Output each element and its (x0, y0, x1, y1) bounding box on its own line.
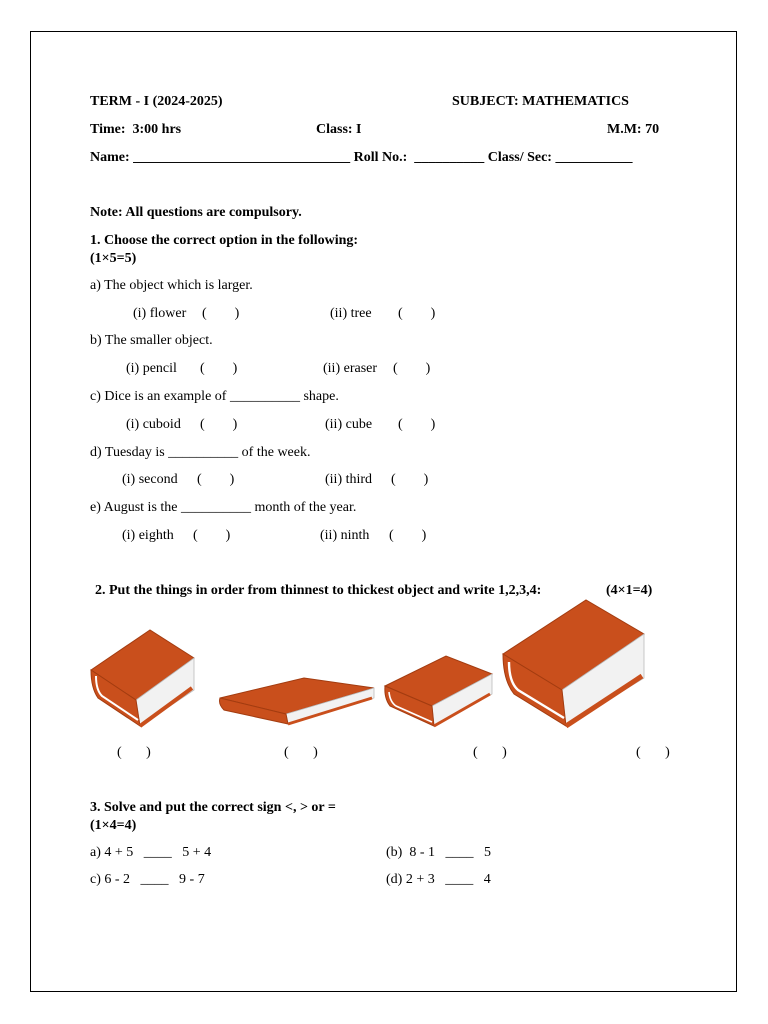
q1c-option-1: (i) cuboid (126, 417, 181, 432)
note: Note: All questions are compulsory. (90, 205, 302, 220)
q2-answer-bracket-1[interactable]: ( ) (117, 745, 151, 760)
q3d-item[interactable]: (d) 2 + 3 ____ 4 (386, 872, 491, 887)
q2-title: 2. Put the things in order from thinnest to thickest object and write 1,2,3,4: (95, 583, 542, 598)
q1a-option-1: (i) flower (133, 306, 187, 321)
q2-answer-bracket-3[interactable]: ( ) (473, 745, 507, 760)
q1-title: 1. Choose the correct option in the following: (90, 233, 359, 248)
q3-marks: (1×4=4) (90, 818, 137, 833)
q1d-answer-bracket-1[interactable]: ( ) (197, 472, 235, 487)
q1d-option-2: (ii) third (325, 472, 373, 487)
q1b-option-1: (i) pencil (126, 361, 177, 376)
q1e-option-1: (i) eighth (122, 528, 174, 543)
q2-marks: (4×1=4) (606, 583, 653, 598)
q1a-question: a) The object which is larger. (90, 278, 253, 293)
q3a-item[interactable]: a) 4 + 5 ____ 5 + 4 (90, 845, 212, 860)
name-roll-line: Name: _______________________________ Roll No.: __________ Class/ Sec: ___________ (90, 150, 633, 165)
q1e-question: e) August is the __________ month of the year. (90, 500, 357, 515)
q2-answer-bracket-2[interactable]: ( ) (284, 745, 318, 760)
q1e-option-2: (ii) ninth (320, 528, 370, 543)
q1b-question: b) The smaller object. (90, 333, 213, 348)
q1-marks: (1×5=5) (90, 251, 137, 266)
q1c-answer-bracket-1[interactable]: ( ) (200, 417, 238, 432)
book-4-image (500, 598, 648, 730)
q1d-question: d) Tuesday is __________ of the week. (90, 445, 311, 460)
q1d-answer-bracket-2[interactable]: ( ) (391, 472, 429, 487)
q3-title: 3. Solve and put the correct sign <, > or = (90, 800, 336, 815)
q1b-option-2: (ii) eraser (323, 361, 378, 376)
book-1-image (88, 628, 196, 730)
q2-answer-bracket-4[interactable]: ( ) (636, 745, 670, 760)
q1a-option-2: (ii) tree (330, 306, 372, 321)
q1e-answer-bracket-1[interactable]: ( ) (193, 528, 231, 543)
book-3-image (382, 654, 496, 730)
q1a-answer-bracket-2[interactable]: ( ) (398, 306, 436, 321)
term-label: TERM - I (2024-2025) (90, 94, 223, 109)
class-label: Class: I (316, 122, 362, 137)
q1b-answer-bracket-1[interactable]: ( ) (200, 361, 238, 376)
q1a-answer-bracket-1[interactable]: ( ) (202, 306, 240, 321)
q1c-answer-bracket-2[interactable]: ( ) (398, 417, 436, 432)
q1b-answer-bracket-2[interactable]: ( ) (393, 361, 431, 376)
subject-label: SUBJECT: MATHEMATICS (452, 94, 629, 109)
q1d-option-1: (i) second (122, 472, 178, 487)
q1c-question: c) Dice is an example of __________ shape. (90, 389, 339, 404)
q1e-answer-bracket-2[interactable]: ( ) (389, 528, 427, 543)
q3b-item[interactable]: (b) 8 - 1 ____ 5 (386, 845, 491, 860)
q3c-item[interactable]: c) 6 - 2 ____ 9 - 7 (90, 872, 205, 887)
max-marks-label: M.M: 70 (607, 122, 660, 137)
q1c-option-2: (ii) cube (325, 417, 373, 432)
time-label: Time: 3:00 hrs (90, 122, 182, 137)
book-2-image (216, 676, 378, 728)
